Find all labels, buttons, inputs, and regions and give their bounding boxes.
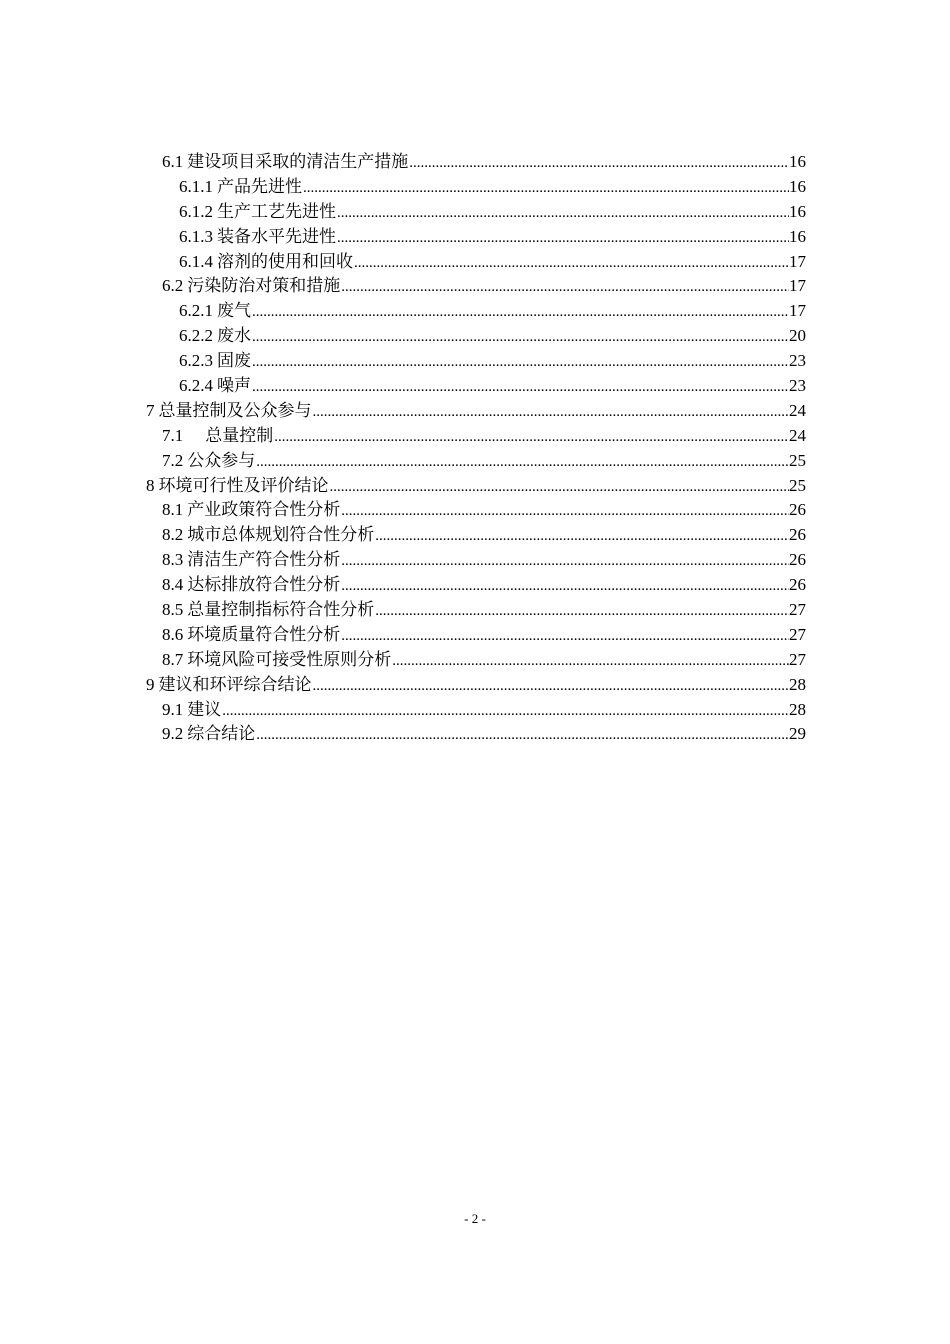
toc-entry[interactable] — [146, 424, 806, 449]
toc-leader-dots — [273, 425, 789, 450]
toc-entry-page: 26 — [789, 525, 806, 545]
toc-entry-page: 17 — [789, 301, 806, 321]
toc-entry-page: 25 — [789, 450, 806, 470]
toc-entry[interactable] — [146, 548, 806, 573]
toc-entry-title: 产品先进性 — [217, 176, 302, 196]
toc-entry-number: 6.1.3 — [179, 226, 213, 246]
toc-leader-dots — [302, 176, 789, 201]
toc-entry[interactable] — [146, 648, 806, 673]
toc-entry-number: 6.2.4 — [179, 376, 213, 396]
toc-entry[interactable] — [146, 374, 806, 399]
toc-entry-title: 噪声 — [217, 376, 251, 396]
toc-entry[interactable] — [146, 274, 806, 299]
toc-entry[interactable] — [146, 698, 806, 723]
toc-leader-dots — [336, 201, 789, 226]
toc-leader-dots — [221, 699, 789, 724]
toc-entry-page: 16 — [789, 201, 806, 221]
toc-entry-number: 7.1 — [162, 425, 184, 445]
toc-leader-dots — [251, 300, 789, 325]
toc-leader-dots — [374, 524, 789, 549]
toc-entry-label — [162, 623, 340, 648]
toc-entry-title: 环境可行性及评价结论 — [158, 475, 329, 495]
toc-entry-label — [179, 374, 251, 399]
toc-entry-page: 16 — [789, 176, 806, 196]
toc-entry[interactable] — [146, 324, 806, 349]
toc-entry-title: 废气 — [217, 301, 251, 321]
toc-entry-title: 总量控制 — [205, 425, 274, 445]
toc-entry-number: 9 — [146, 674, 155, 694]
toc-entry-title: 建设项目采取的清洁生产措施 — [187, 152, 409, 171]
toc-entry-number: 8 — [146, 475, 155, 495]
toc-entry-page: 26 — [789, 575, 806, 595]
toc-entry-number: 6.1.1 — [179, 176, 213, 196]
toc-leader-dots — [374, 599, 789, 624]
toc-entry-title: 城市总体规划符合性分析 — [187, 525, 375, 545]
toc-leader-dots — [255, 450, 789, 475]
toc-entry-page: 24 — [789, 400, 806, 420]
toc-leader-dots — [353, 251, 789, 276]
toc-entry-label — [162, 598, 374, 623]
toc-leader-dots — [340, 574, 789, 599]
toc-entry[interactable] — [146, 150, 806, 175]
toc-entry-page: 17 — [789, 251, 806, 271]
toc-entry-number: 6.1.4 — [179, 251, 213, 271]
toc-entry-number: 6.2 — [162, 276, 184, 296]
toc-entry-title: 达标排放符合性分析 — [187, 575, 341, 595]
toc-entry-title: 固废 — [217, 351, 251, 371]
toc-entry[interactable] — [146, 673, 806, 698]
toc-entry-label — [179, 200, 336, 225]
toc-entry-label — [146, 474, 329, 499]
page-number: - 2 - — [464, 1211, 486, 1226]
toc-entry-label — [179, 175, 302, 200]
toc-entry-number: 8.3 — [162, 550, 184, 570]
toc-entry-title: 总量控制及公众参与 — [158, 400, 312, 420]
toc-entry-title: 产业政策符合性分析 — [187, 500, 341, 520]
toc-entry-page: 17 — [789, 276, 806, 296]
toc-entry[interactable] — [146, 299, 806, 324]
toc-leader-dots — [251, 350, 789, 375]
toc-entry-title: 装备水平先进性 — [217, 226, 336, 246]
toc-entry-label — [179, 349, 251, 374]
toc-leader-dots — [408, 151, 789, 176]
toc-leader-dots — [340, 624, 789, 649]
toc-entry[interactable] — [146, 498, 806, 523]
toc-entry[interactable] — [146, 225, 806, 250]
toc-entry-label — [179, 299, 251, 324]
toc-leader-dots — [340, 275, 789, 300]
toc-entry[interactable] — [146, 573, 806, 598]
table-of-contents — [146, 150, 806, 747]
toc-entry-number: 8.1 — [162, 500, 184, 520]
toc-entry-number: 8.5 — [162, 600, 184, 620]
toc-entry-title: 建议和环评综合结论 — [158, 674, 312, 694]
toc-entry-page: 28 — [789, 674, 806, 694]
toc-entry-page: 23 — [789, 351, 806, 371]
toc-entry-label — [162, 523, 374, 548]
toc-entry[interactable] — [146, 349, 806, 374]
toc-entry-page: 16 — [789, 152, 806, 171]
toc-entry[interactable] — [146, 200, 806, 225]
toc-entry[interactable] — [146, 250, 806, 275]
toc-entry-label — [162, 498, 340, 523]
toc-entry-page: 16 — [789, 226, 806, 246]
toc-entry-label — [162, 424, 273, 449]
toc-entry-title: 废水 — [217, 326, 251, 346]
toc-leader-dots — [312, 674, 790, 699]
toc-entry-number: 8.6 — [162, 624, 184, 644]
toc-entry-label — [162, 449, 255, 474]
toc-entry-page: 27 — [789, 600, 806, 620]
toc-entry[interactable] — [146, 449, 806, 474]
toc-entry-title: 建议 — [187, 699, 222, 719]
toc-entry-number: 6.2.1 — [179, 301, 213, 321]
toc-entry-number: 7.2 — [162, 450, 184, 470]
toc-entry-label — [162, 698, 221, 723]
toc-entry-page: 27 — [789, 624, 806, 644]
toc-entry-title: 总量控制指标符合性分析 — [187, 600, 375, 620]
toc-entry-label — [162, 548, 340, 573]
toc-entry[interactable] — [146, 722, 806, 747]
toc-entry-page: 28 — [789, 699, 806, 719]
toc-leader-dots — [391, 649, 789, 674]
toc-entry-label — [179, 250, 353, 275]
toc-entry-title: 清洁生产符合性分析 — [187, 550, 341, 570]
toc-leader-dots — [340, 499, 789, 524]
toc-entry-page: 26 — [789, 550, 806, 570]
toc-leader-dots — [336, 226, 789, 251]
toc-entry[interactable] — [146, 523, 806, 548]
toc-entry[interactable] — [146, 474, 806, 499]
toc-entry-number: 6.2.2 — [179, 326, 213, 346]
toc-entry-label — [146, 673, 312, 698]
toc-leader-dots — [329, 475, 790, 500]
toc-entry-page: 25 — [789, 475, 806, 495]
toc-entry-label — [162, 648, 391, 673]
toc-entry-number: 6.1 — [162, 152, 184, 171]
toc-entry[interactable] — [146, 623, 806, 648]
toc-entry-page: 27 — [789, 649, 806, 669]
toc-leader-dots — [251, 325, 789, 350]
toc-entry-page: 23 — [789, 376, 806, 396]
toc-entry-title: 公众参与 — [187, 450, 256, 470]
toc-entry[interactable] — [146, 598, 806, 623]
toc-entry-page: 24 — [789, 425, 806, 445]
toc-leader-dots — [340, 549, 789, 574]
toc-entry-title: 综合结论 — [187, 724, 256, 744]
toc-leader-dots — [251, 375, 789, 400]
toc-entry-number: 9.1 — [162, 699, 184, 719]
toc-entry-title: 溶剂的使用和回收 — [217, 251, 353, 271]
toc-entry[interactable] — [146, 175, 806, 200]
toc-entry-number: 6.1.2 — [179, 201, 213, 221]
toc-entry-label — [179, 225, 336, 250]
toc-entry-number: 7 — [146, 400, 155, 420]
toc-entry-page: 20 — [789, 326, 806, 346]
toc-entry-label — [162, 150, 408, 175]
toc-entry-page: 29 — [789, 724, 806, 744]
toc-entry-title: 生产工艺先进性 — [217, 201, 336, 221]
toc-entry-number: 8.7 — [162, 649, 184, 669]
toc-entry-label — [146, 399, 312, 424]
toc-entry[interactable] — [146, 399, 806, 424]
toc-entry-label — [162, 573, 340, 598]
toc-entry-number: 8.2 — [162, 525, 184, 545]
toc-entry-number: 9.2 — [162, 724, 184, 744]
toc-entry-title: 污染防治对策和措施 — [187, 276, 341, 296]
toc-entry-number: 8.4 — [162, 575, 184, 595]
toc-entry-label — [162, 722, 255, 747]
toc-entry-title: 环境质量符合性分析 — [187, 624, 341, 644]
toc-entry-page: 26 — [789, 500, 806, 520]
toc-entry-label — [162, 274, 340, 299]
toc-entry-label — [179, 324, 251, 349]
toc-entry-number: 6.2.3 — [179, 351, 213, 371]
toc-leader-dots — [312, 400, 790, 425]
toc-entry-title: 环境风险可接受性原则分析 — [187, 649, 392, 669]
toc-leader-dots — [255, 723, 789, 748]
